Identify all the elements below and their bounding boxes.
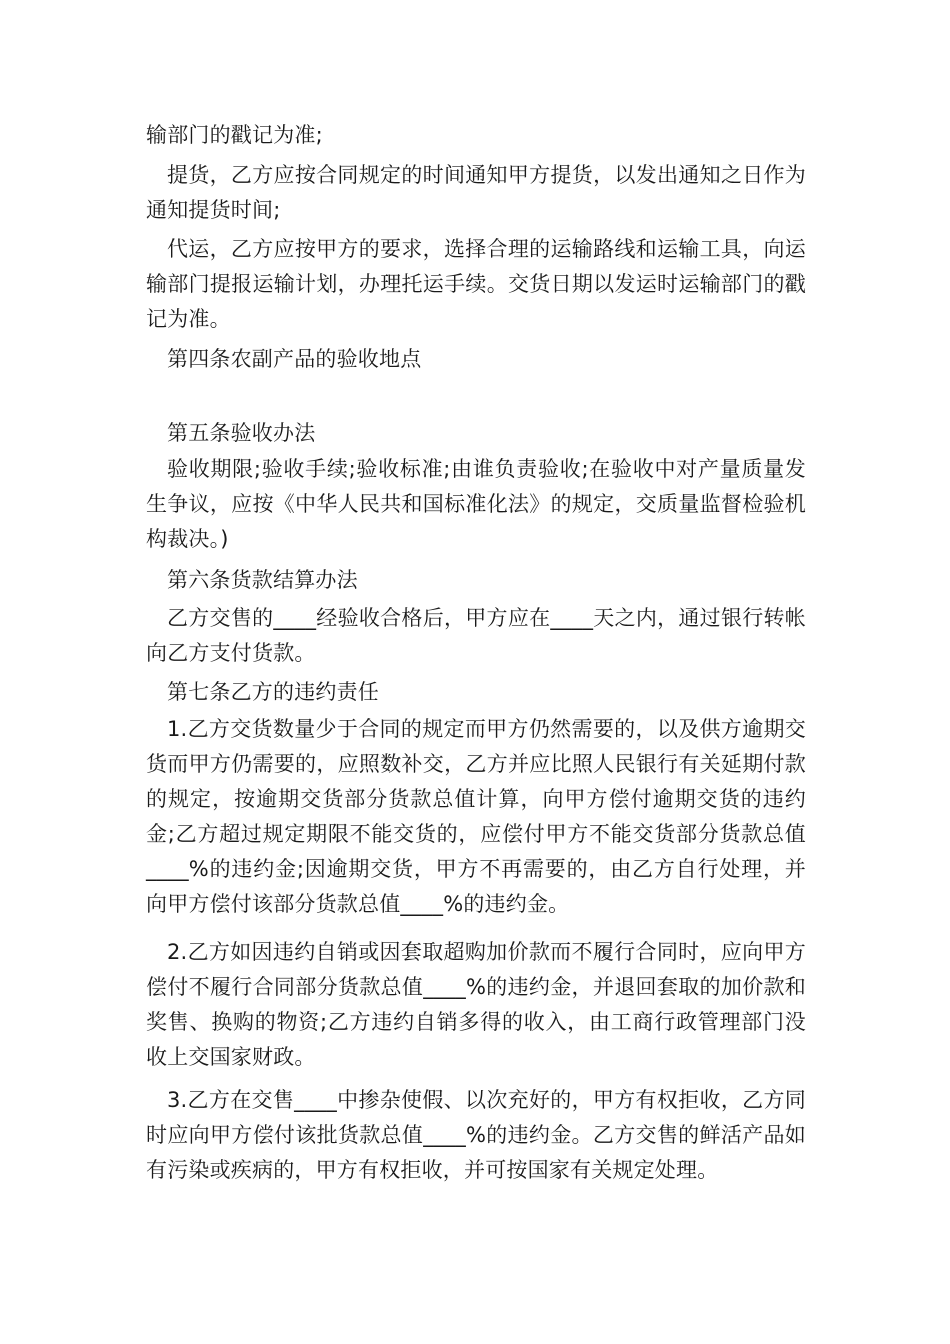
paragraph-acceptance-method: 验收期限;验收手续;验收标准;由谁负责验收;在验收中对产量质量发生争议，应按《中华人民共和国标准化法》的规定，交质量监督检验机构裁决。) [146, 457, 806, 551]
paragraph-transport-stamp: 输部门的戳记为准; [146, 123, 323, 147]
clause-7-3: 3.乙方在交售____中掺杂使假、以次充好的，甲方有权拒收，乙方同时应向甲方偿付该批货款总值____%的违约金。乙方交售的鲜活产品如有污染或疾病的，甲方有权拒收，并可按国家有关规定处理。 [146, 1088, 806, 1182]
paragraph-pickup: 提货，乙方应按合同规定的时间通知甲方提货，以发出通知之日作为通知提货时间; [146, 163, 806, 222]
article-6-heading: 第六条货款结算办法 [167, 568, 358, 592]
clause-7-1: 1.乙方交货数量少于合同的规定而甲方仍然需要的，以及供方逾期交货而甲方仍需要的，应照数补交，乙方并应比照人民银行有关延期付款的规定，按逾期交货部分货款总值计算，向甲方偿付逾期交货的违约金;乙方超过规定期限不能交货的，应偿付甲方不能交货部分货款总值____%的违约金;因逾期交货，甲方不再需要的，由乙方自行处理，并向甲方偿付该部分货款总值____%的违约金。 [146, 717, 806, 916]
article-7-heading: 第七条乙方的违约责任 [167, 680, 379, 704]
clause-7-2: 2.乙方如因违约自销或因套取超购加价款而不履行合同时，应向甲方偿付不履行合同部分货款总值____%的违约金，并退回套取的加价款和奖售、换购的物资;乙方违约自销多得的收入，由工商行政管理部门没收上交国家财政。 [146, 940, 806, 1069]
article-5-heading: 第五条验收办法 [167, 421, 316, 445]
article-4-heading: 第四条农副产品的验收地点 [167, 347, 422, 371]
paragraph-payment: 乙方交售的____经验收合格后，甲方应在____天之内，通过银行转帐向乙方支付货款。 [146, 606, 806, 665]
paragraph-consignment: 代运，乙方应按甲方的要求，选择合理的运输路线和运输工具，向运输部门提报运输计划，办理托运手续。交货日期以发运时运输部门的戳记为准。 [146, 237, 806, 331]
